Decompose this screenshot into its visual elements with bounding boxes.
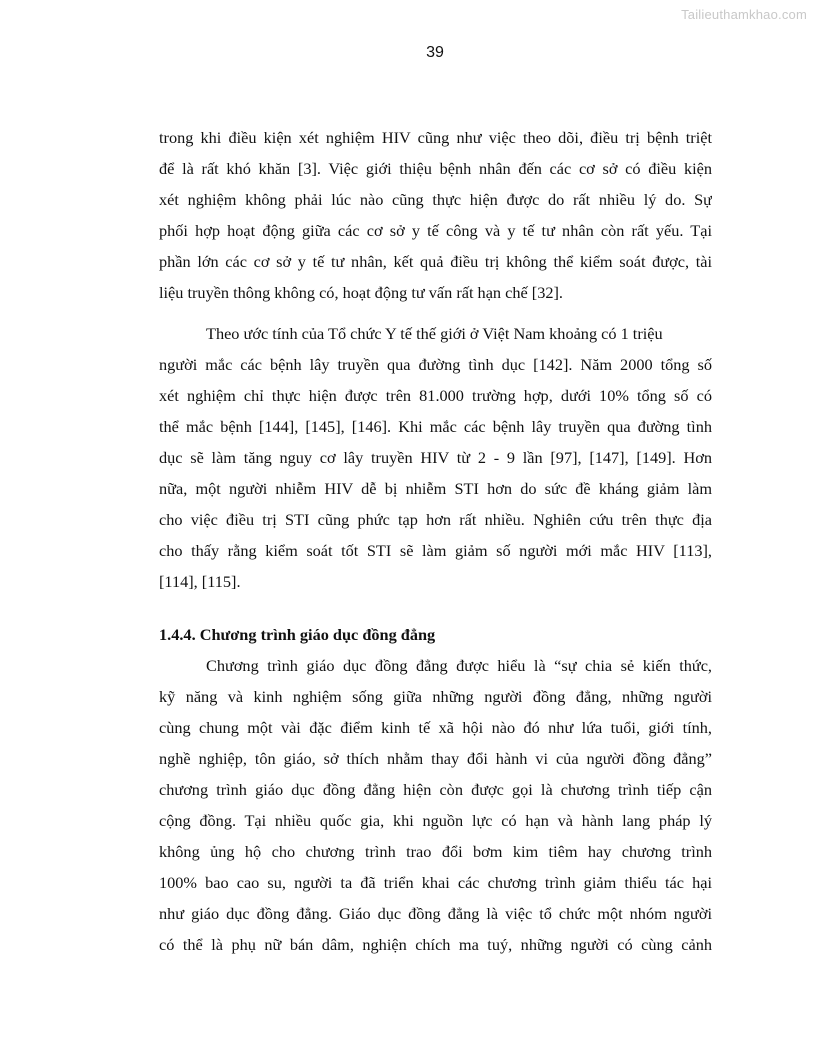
- text-line: chương trình giáo dục đồng đẳng hiện còn được gọi là chương trình tiếp cận: [159, 780, 712, 799]
- text-line: 100% bao cao su, người ta đã triển khai các chương trình giảm thiểu tác hại: [159, 873, 712, 892]
- text-line: có thể là phụ nữ bán dâm, nghiện chích ma tuý, những người có cùng cảnh: [159, 935, 712, 954]
- text-line: cho việc điều trị STI cũng phức tạp hơn rất nhiều. Nghiên cứu trên thực địa: [159, 510, 712, 529]
- text-line: liệu truyền thông không có, hoạt động tư vấn rất hạn chế [32].: [159, 283, 563, 302]
- text-line: cho thấy rằng kiểm soát tốt STI sẽ làm giảm số người mới mắc HIV [113],: [159, 541, 712, 560]
- text-line: nghề nghiệp, tôn giáo, sở thích nhằm thay đổi hành vi của người đồng đẳng”: [159, 749, 712, 768]
- text-line: cùng chung một vài đặc điểm kinh tế xã hội nào đó như lứa tuổi, giới tính,: [159, 718, 712, 737]
- text-line: dục sẽ làm tăng nguy cơ lây truyền HIV từ 2 - 9 lần [97], [147], [149]. Hơn: [159, 448, 712, 467]
- text-line: phối hợp hoạt động giữa các cơ sở y tế công và y tế tư nhân còn rất yếu. Tại: [159, 221, 712, 240]
- text-line: cộng đồng. Tại nhiều quốc gia, khi nguồn lực có hạn và hành lang pháp lý: [159, 811, 712, 830]
- watermark-text: Tailieuthamkhao.com: [681, 7, 807, 22]
- paragraph-1: [159, 122, 712, 308]
- page-number: 39: [426, 44, 444, 61]
- document-body: [159, 122, 712, 960]
- text-line: Theo ước tính của Tổ chức Y tế thế giới ở Việt Nam khoảng có 1 triệu: [206, 324, 663, 343]
- text-line: người mắc các bệnh lây truyền qua đường tình dục [142]. Năm 2000 tổng số: [159, 355, 712, 374]
- text-line: không ủng hộ cho chương trình trao đổi bơm kim tiêm hay chương trình: [159, 842, 712, 861]
- text-line: phần lớn các cơ sở y tế tư nhân, kết quả điều trị không thể kiểm soát được, tài: [159, 252, 712, 271]
- paragraph-3: [159, 650, 712, 960]
- text-line: thể mắc bệnh [144], [145], [146]. Khi mắc các bệnh lây truyền qua đường tình: [159, 417, 712, 436]
- text-line: như giáo dục đồng đẳng. Giáo dục đồng đẳng là việc tổ chức một nhóm người: [159, 904, 712, 923]
- text-line: [114], [115].: [159, 572, 241, 591]
- text-line: trong khi điều kiện xét nghiệm HIV cũng như việc theo dõi, điều trị bệnh triệt: [159, 128, 712, 147]
- paragraph-2: [159, 318, 712, 597]
- text-line: nữa, một người nhiễm HIV dễ bị nhiễm STI hơn do sức đề kháng giảm làm: [159, 479, 712, 498]
- text-line: xét nghiệm chỉ thực hiện được trên 81.000 trường hợp, dưới 10% tổng số có: [159, 386, 712, 405]
- text-line: để là rất khó khăn [3]. Việc giới thiệu bệnh nhân đến các cơ sở có điều kiện: [159, 159, 712, 178]
- section-heading: 1.4.4. Chương trình giáo dục đồng đẳng: [159, 625, 436, 644]
- text-line: xét nghiệm không phải lúc nào cũng thực hiện được do rất nhiều lý do. Sự: [159, 190, 712, 209]
- text-line: kỹ năng và kinh nghiệm sống giữa những người đồng đẳng, những người: [159, 687, 712, 706]
- text-line: Chương trình giáo dục đồng đẳng được hiểu là “sự chia sẻ kiến thức,: [206, 656, 712, 675]
